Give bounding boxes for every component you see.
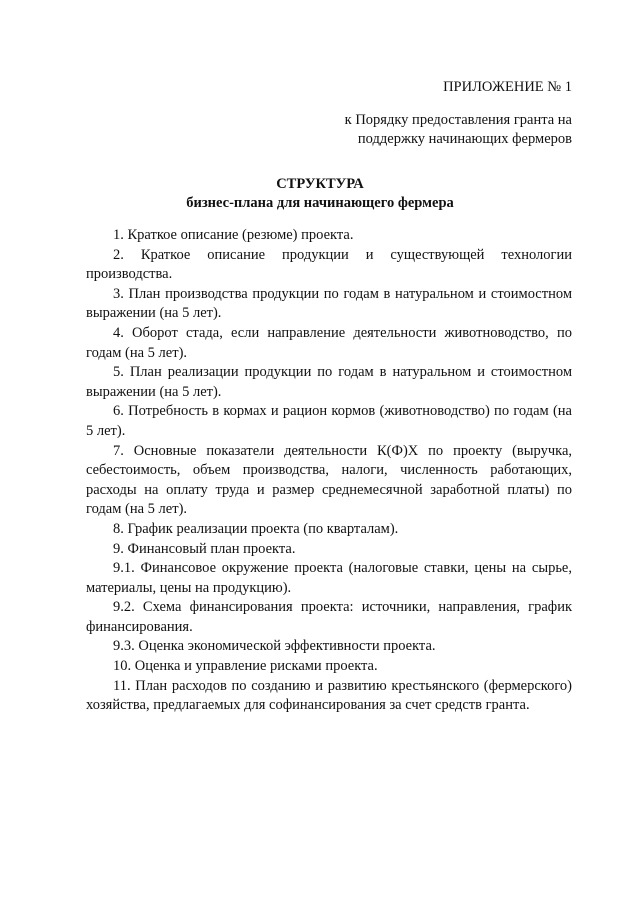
- list-item: 4. Оборот стада, если направление деятельности животноводство, по годам (на 5 лет).: [86, 324, 572, 361]
- list-item: 8. График реализации проекта (по кварталам).: [113, 520, 399, 537]
- list-item: 10. Оценка и управление рисками проекта.: [113, 658, 378, 675]
- list-item: 2. Краткое описание продукции и существующей технологии производства.: [86, 246, 572, 283]
- list-item: 1. Краткое описание (резюме) проекта.: [113, 227, 354, 243]
- document-heading: [0, 175, 640, 213]
- list-item: 3. План производства продукции по годам в натуральном и стоимостном выражении (на 5 лет).: [86, 285, 572, 322]
- appendix-header: [345, 78, 572, 149]
- appendix-title: ПРИЛОЖЕНИЕ № 1: [443, 79, 572, 95]
- heading-title: СТРУКТУРА: [276, 176, 364, 192]
- list-item: 9.1. Финансовое окружение проекта (налоговые ставки, цены на сырье, материалы, цены на продукцию).: [86, 560, 572, 596]
- list-item: 9.2. Схема финансирования проекта: источники, направления, график финансирования.: [86, 599, 572, 635]
- list-item: 7. Основные показатели деятельности К(Ф)Х по проекту (выручка, себестоимость, объем производства, налоги, численность работающих, расходы на оплату труда и размер среднемесячной заработной платы) по годам (на 5 лет).: [86, 442, 572, 518]
- heading-subtitle: бизнес-плана для начинающего фермера: [186, 195, 454, 211]
- appendix-reference-line-2: поддержку начинающих фермеров: [357, 131, 572, 147]
- appendix-reference-line-1: к Порядку предоставления гранта на: [344, 112, 572, 128]
- list-item: 9. Финансовый план проекта.: [113, 540, 296, 557]
- list-item: 6. Потребность в кормах и рацион кормов (животноводство) по годам (на 5 лет).: [86, 403, 572, 439]
- structure-list: [86, 226, 572, 716]
- list-item: 9.3. Оценка экономической эффективности проекта.: [113, 638, 436, 655]
- list-item: 5. План реализации продукции по годам в натуральном и стоимостном выражении (на 5 лет).: [86, 364, 572, 400]
- list-item: 11. План расходов по созданию и развитию крестьянского (фермерского) хозяйства, предлагаемых для софинансирования за счет средств гранта.: [86, 677, 572, 714]
